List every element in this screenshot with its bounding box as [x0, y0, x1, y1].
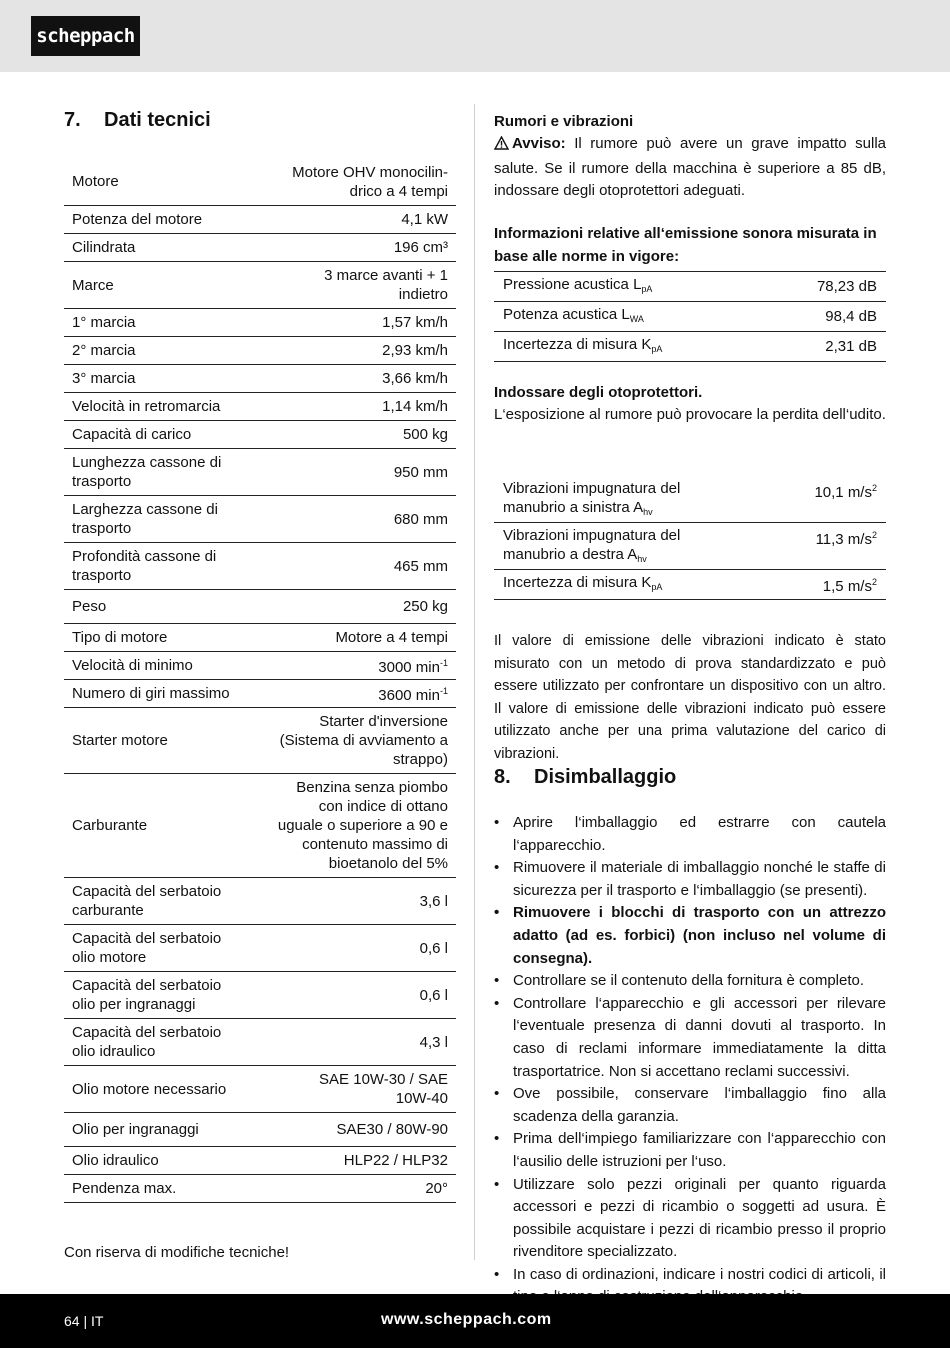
vibration-label — [503, 526, 718, 569]
spec-value-text: 3000 min — [378, 659, 440, 676]
spec-label: Pendenza max. — [72, 1180, 177, 1197]
table-row — [64, 590, 456, 624]
table-row — [494, 272, 886, 302]
spec-label: Velocità in retromarcia — [72, 398, 221, 415]
sound-label — [503, 305, 644, 329]
sound-info-heading: Informazioni relative all‘emissione sonora misurata in base alle norme in vigore: — [494, 225, 877, 265]
table-row — [64, 1147, 456, 1175]
vibration-text: Il valore di emissione delle vibrazioni indicato è stato misurato con un metodo di prova standardizzato e può essere utilizzato per confrontare un dispositivo con un altro. Il valore di emissione delle vibrazioni indicato può essere utilizzato anche per una prima valutazione del carico di vibrazioni. — [494, 633, 886, 762]
vibration-value-text: 10,1 m/s — [814, 484, 872, 501]
spec-value: Motore a 4 tempi — [335, 629, 448, 646]
table-row — [64, 972, 456, 1019]
spec-label: Capacità del serbatoio olio per ingranaggi — [72, 977, 222, 1013]
table-row — [64, 309, 456, 337]
table-row — [64, 878, 456, 925]
list-item: • Controllare l‘apparecchio e gli accessori per rilevare l‘eventuale presenza di danni dovuti al trasporto. In caso di reclami informare immediatamente la ditta trasportatrice. Non si accettano reclami successivi. — [494, 993, 886, 1083]
table-row — [64, 393, 456, 421]
spec-label: Capacità del serbatoio carburante — [72, 883, 222, 919]
spec-value: Motore OHV monocilin-drico a 4 tempi — [292, 163, 448, 200]
table-row — [64, 337, 456, 365]
table-row — [64, 652, 456, 680]
vibration-table — [494, 476, 886, 600]
table-row — [494, 476, 886, 523]
spec-value: 4,3 l — [419, 1033, 448, 1051]
spec-value: 465 mm — [393, 557, 448, 575]
vibration-value-exponent: 2 — [871, 577, 877, 587]
vibration-label-sub: hv — [643, 507, 653, 517]
technical-changes-note: Con riserva di modifiche tecniche! — [64, 1244, 290, 1261]
protection-text: L‘esposizione al rumore può provocare la perdita dell‘udito. — [494, 406, 886, 423]
table-row — [64, 774, 456, 878]
table-row — [64, 543, 456, 590]
list-item: • Aprire l‘imballaggio ed estrarre con cautela l‘apparecchio. — [494, 812, 886, 857]
list-item: • Utilizzare solo pezzi originali per quanto riguarda accessori e pezzi di ricambio o soggetti ad usura. È possibile acquistare i pezzi di ricambio presso il proprio rivenditore specializzato. — [494, 1174, 886, 1264]
vibration-label — [503, 479, 718, 522]
spec-label: Capacità di carico — [72, 426, 192, 443]
spec-label: Numero di giri massimo — [72, 685, 230, 702]
list-item: • In caso di ordinazioni, indicare i nostri codici di articoli, il — [494, 1264, 886, 1309]
brand-logo: scheppach — [31, 16, 140, 56]
table-row — [64, 1066, 456, 1113]
table-row — [64, 206, 456, 234]
sound-label-text: Pressione acustica L — [503, 275, 642, 293]
vibration-value — [816, 526, 877, 549]
spec-value: 950 mm — [393, 463, 448, 481]
spec-label: Larghezza cassone di trasporto — [72, 501, 218, 537]
spec-label: Olio motore necessario — [72, 1080, 227, 1098]
table-row — [494, 570, 886, 600]
table-row — [64, 262, 456, 309]
spec-label: Olio per ingranaggi — [72, 1121, 199, 1138]
spec-value: 3,66 km/h — [382, 370, 448, 387]
spec-label: 1° marcia — [72, 314, 136, 331]
section-8-title: Disimballaggio — [534, 766, 677, 788]
vibration-label-text: Incertezza di misura K — [503, 573, 652, 591]
list-item: • Rimuovere i blocchi di trasporto con un attrezzo adatto (ad es. forbici) (non incluso nel volume di consegna). — [494, 902, 886, 970]
sound-label — [503, 275, 652, 299]
sound-label — [503, 335, 662, 359]
table-row — [64, 449, 456, 496]
website-link[interactable]: www.scheppach.com — [381, 1311, 552, 1328]
list-item: • Prima dell‘impiego familiarizzare con l‘apparecchio con l‘ausilio delle istruzioni per l‘uso. — [494, 1128, 886, 1173]
spec-value: 2,93 km/h — [382, 342, 448, 359]
warning-paragraph — [494, 133, 886, 203]
sound-value: 98,4 dB — [825, 308, 877, 325]
spec-label: Peso — [72, 598, 107, 615]
table-row — [64, 1113, 456, 1147]
spec-label: Capacità del serbatoio olio motore — [72, 930, 222, 966]
vibration-label-text: Vibrazioni impugnatura del manubrio a destra A — [503, 527, 681, 563]
spec-value-exponent: -1 — [439, 686, 448, 696]
sound-table — [494, 271, 886, 362]
table-row — [64, 158, 456, 206]
spec-label: Tipo di motore — [72, 629, 168, 646]
vibration-value-exponent: 2 — [871, 530, 877, 540]
protection-heading: Indossare degli otoprotettori. — [494, 384, 703, 401]
spec-label: Marce — [72, 276, 114, 294]
spec-label: Starter motore — [72, 732, 168, 749]
vibration-label — [503, 573, 662, 597]
section-8-heading — [494, 765, 676, 789]
table-row — [64, 680, 456, 708]
table-row — [64, 925, 456, 972]
spec-value — [378, 654, 448, 677]
spec-value: SAE 10W-30 / SAE 10W-40 — [319, 1071, 448, 1107]
vibration-value-text: 1,5 m/s — [822, 578, 872, 595]
spec-value: 196 cm³ — [393, 239, 448, 256]
spec-value: 3,6 l — [419, 892, 448, 910]
table-row — [494, 302, 886, 332]
spec-value: 0,6 l — [419, 986, 448, 1004]
table-row — [64, 365, 456, 393]
table-row — [64, 421, 456, 449]
spec-value: Benzina senza piombo con indice di ottano uguale o superiore a 90 e contenuto massimo di bioetanolo del 5% — [277, 779, 448, 872]
list-item: • Rimuovere il materiale di imballaggio nonché le staffe di sicurezza per il trasporto e l‘imballaggio (se presenti). — [494, 857, 886, 902]
sound-label-text: Potenza acustica L — [503, 305, 630, 323]
sound-label-sub: pA — [641, 283, 653, 294]
spec-label: Carburante — [72, 817, 148, 834]
vibration-label-sub: hv — [637, 554, 647, 564]
sound-label-sub: WA — [629, 313, 644, 324]
list-item: • Ove possibile, conservare l‘imballaggio fino alla scadenza della garanzia. — [494, 1083, 886, 1128]
spec-value: 1,57 km/h — [382, 314, 448, 331]
noise-title: Rumori e vibrazioni — [494, 113, 634, 130]
spec-value-text: 3600 min — [378, 687, 440, 704]
section-7-heading — [64, 108, 211, 132]
spec-value: 680 mm — [393, 510, 448, 528]
warning-label: Avviso: — [512, 135, 566, 152]
spec-value: 0,6 l — [419, 939, 448, 957]
spec-label: Velocità di minimo — [72, 657, 193, 674]
page-header — [0, 0, 950, 72]
section-7-title: Dati tecnici — [104, 109, 211, 131]
vibration-value — [814, 479, 877, 502]
warning-text: Il rumore può avere un grave impatto sulla salute. Se il rumore della macchina è superiore a 85 dB, indossare degli otoprotettori adeguati. — [494, 135, 886, 199]
spec-value: 500 kg — [402, 426, 448, 443]
section-8-number: 8. — [494, 766, 511, 788]
section-7-number: 7. — [64, 109, 81, 131]
spec-value: Starter d'inversione (Sistema di avviamento a strappo) — [279, 713, 448, 768]
list-item: • Controllare se il contenuto della fornitura è completo. — [494, 970, 886, 993]
spec-label: Motore — [72, 173, 119, 190]
vibration-value-exponent: 2 — [871, 483, 877, 493]
spec-label: Cilindrata — [72, 239, 136, 256]
spec-label: Lunghezza cassone di trasporto — [72, 454, 222, 490]
spec-value: 250 kg — [402, 598, 448, 615]
spec-value: HLP22 / HLP32 — [343, 1152, 448, 1169]
spec-value: 3 marce avanti + 1 indietro — [324, 267, 448, 303]
spec-label: 3° marcia — [72, 370, 136, 387]
page-footer — [0, 1294, 950, 1348]
spec-label: Profondità cassone di trasporto — [72, 548, 217, 584]
table-row — [64, 234, 456, 262]
sound-label-text: Incertezza di misura K — [503, 335, 652, 353]
spec-value: SAE30 / 80W-90 — [336, 1121, 448, 1138]
vibration-label-text: Vibrazioni impugnatura del manubrio a sinistra A — [503, 480, 681, 516]
spec-label: Capacità del serbatoio olio idraulico — [72, 1024, 222, 1060]
spec-value: 20° — [425, 1180, 448, 1197]
warning-icon — [494, 135, 509, 158]
vibration-label-sub: pA — [651, 581, 663, 592]
table-row — [64, 708, 456, 774]
table-row — [494, 332, 886, 362]
spec-value: 1,14 km/h — [382, 398, 448, 415]
table-row — [64, 496, 456, 543]
table-row — [64, 1019, 456, 1066]
table-row — [64, 624, 456, 652]
table-row — [64, 1175, 456, 1203]
spec-table — [64, 158, 456, 1203]
spec-value: 4,1 kW — [401, 211, 448, 228]
spec-label: 2° marcia — [72, 342, 136, 359]
vibration-value — [823, 573, 877, 596]
unpacking-list — [494, 812, 886, 1309]
sound-label-sub: pA — [651, 343, 663, 354]
spec-label: Olio idraulico — [72, 1152, 159, 1169]
sound-value: 78,23 dB — [816, 278, 877, 295]
spec-value-exponent: -1 — [439, 658, 448, 668]
spec-value — [378, 682, 448, 705]
vibration-value-text: 11,3 m/s — [815, 531, 872, 548]
spec-label: Potenza del motore — [72, 211, 203, 228]
page-number: 64 | IT — [64, 1313, 104, 1329]
column-divider — [474, 104, 475, 1260]
table-row — [494, 523, 886, 570]
sound-value: 2,31 dB — [825, 338, 877, 355]
